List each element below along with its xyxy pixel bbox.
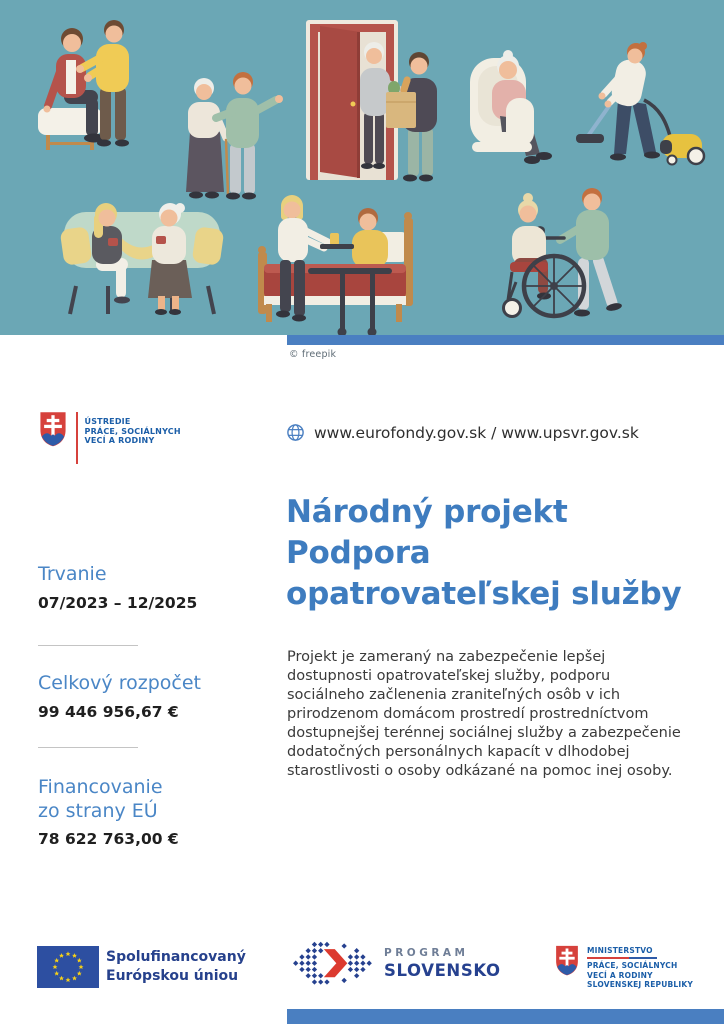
scene-walking-support <box>186 72 283 200</box>
org-name-line2: PRÁCE, SOCIÁLNYCH <box>84 426 181 436</box>
website-links[interactable]: www.eurofondy.gov.sk / www.upsvr.gov.sk <box>314 423 639 442</box>
page-title <box>286 492 682 615</box>
ministry-name <box>587 944 693 989</box>
divider <box>38 747 138 748</box>
info-value: 78 622 763,00 € <box>38 830 179 848</box>
upsvr-logo <box>38 410 181 464</box>
title-line1: Národný projekt <box>286 494 568 530</box>
divider <box>38 645 138 646</box>
ministry-logo <box>554 944 693 989</box>
program-label: PROGRAM <box>384 947 469 959</box>
program-slovensko-label <box>384 947 501 980</box>
eu-flag-icon <box>37 946 99 988</box>
scene-meal-in-bed <box>258 195 413 335</box>
logo-divider <box>76 412 78 464</box>
scene-grocery-delivery <box>306 20 437 182</box>
website-links-row <box>286 423 639 442</box>
ministry-line2: PRÁCE, SOCIÁLNYCH <box>587 961 678 971</box>
slovensko-label: SLOVENSKO <box>384 961 501 980</box>
ministry-underline <box>587 957 657 959</box>
ministry-line3: VECÍ A RODINY <box>587 970 653 980</box>
slovak-coat-of-arms-icon <box>38 410 68 447</box>
info-label: zo strany EÚ <box>38 799 158 822</box>
accent-bar-bottom <box>287 1009 724 1024</box>
org-name-line3: VECÍ A RODINY <box>84 436 155 446</box>
info-item-budget <box>38 672 248 721</box>
info-label: Trvanie <box>38 563 107 585</box>
accent-bar-top <box>287 335 724 345</box>
scene-helping-up <box>38 20 129 150</box>
info-value: 99 446 956,67 € <box>38 702 179 721</box>
underline-blue-segment <box>629 957 657 959</box>
scene-vacuuming <box>470 42 704 165</box>
info-value: 07/2023 – 12/2025 <box>38 593 198 612</box>
ministry-line4: SLOVENSKEJ REPUBLIKY <box>587 979 694 989</box>
banner-illustration <box>0 0 724 335</box>
title-line2: Podpora <box>286 535 431 571</box>
info-label: Financovanie <box>38 776 163 798</box>
project-description: Projekt je zameraný na zabezpečenie lepšej dostupnosti opatrovateľskej služby, podporu sociálneho začlenenia zraniteľných osôb v ich prirodzenom domácom prostredí prostredníctvom dostupnejšej terénnej sociálnej služby a zabezpečenie dodatočných personálnych kapacít v dlhodobej starostlivosti o osoby odkázané na pomoc inej osoby. <box>287 649 681 779</box>
org-name-line1: ÚSTREDIE <box>84 417 131 426</box>
eu-cofunding-line1: Spolufinancovaný <box>106 949 246 965</box>
image-credit: © freepik <box>289 349 337 360</box>
program-slovensko-icon <box>291 939 377 989</box>
info-item-duration <box>38 563 248 612</box>
scene-wheelchair <box>504 188 623 317</box>
title-line3: opatrovateľskej služby <box>286 576 682 612</box>
info-item-eu-funding <box>38 776 248 848</box>
ministry-line1: MINISTERSTVO <box>587 946 653 955</box>
eu-cofunding-line2: Európskou úniou <box>106 968 239 984</box>
org-name <box>85 410 181 446</box>
globe-icon <box>286 423 305 442</box>
underline-red-segment <box>587 957 629 959</box>
scene-couch-tea <box>60 203 225 315</box>
eu-cofunding-label <box>106 948 246 986</box>
slovak-coat-of-arms-icon <box>554 944 580 976</box>
info-label: Celkový rozpočet <box>38 672 201 694</box>
caregiving-illustration-svg <box>0 0 724 335</box>
